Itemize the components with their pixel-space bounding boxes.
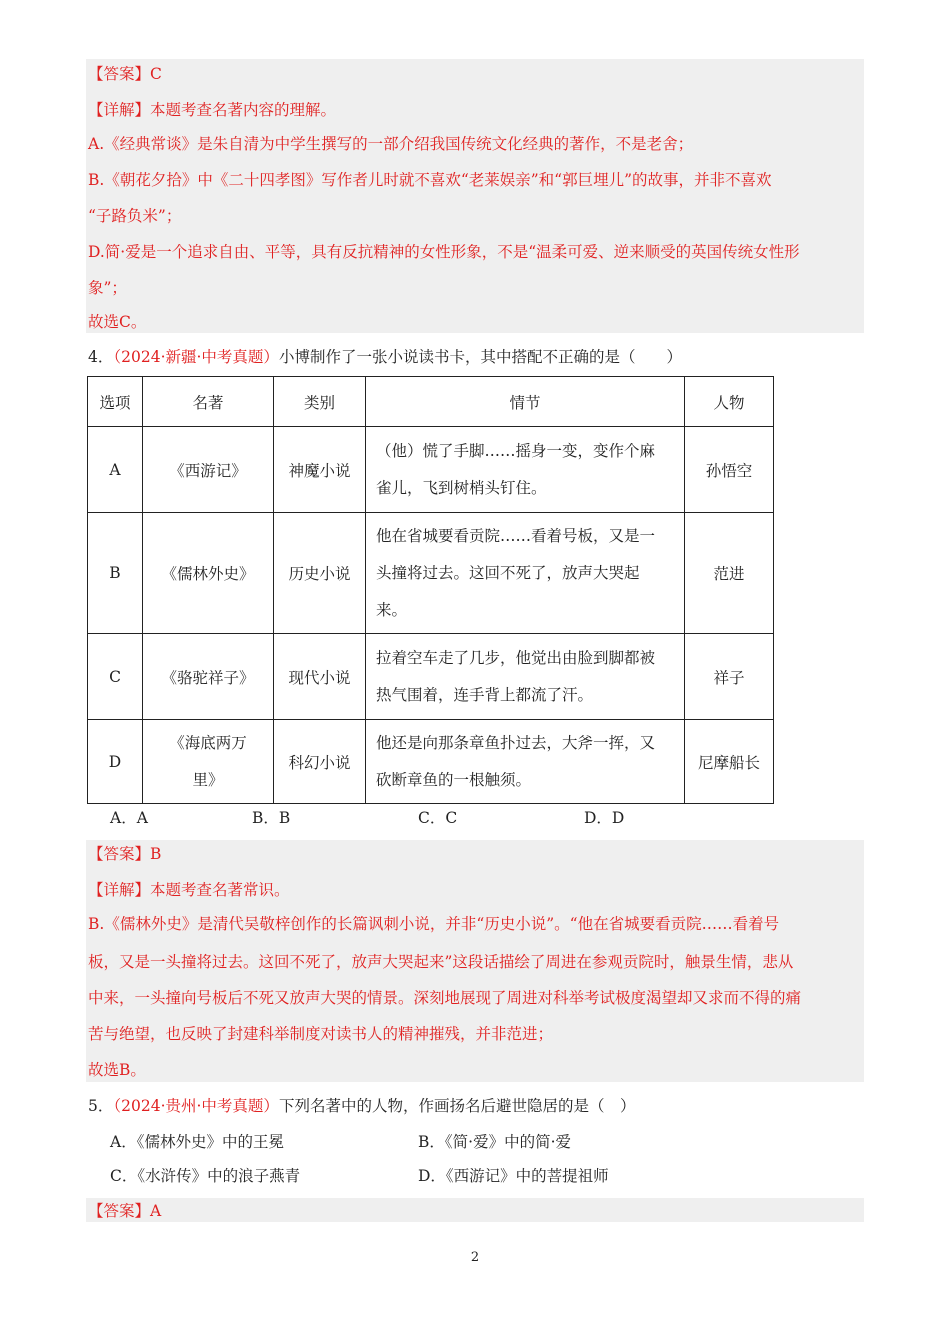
answer-1: 【答案】C	[88, 65, 162, 83]
answer-2: 【答案】B	[88, 845, 162, 863]
row-b-book: 《儒林外史》	[143, 513, 274, 634]
q4-option-a: A．A	[110, 809, 148, 827]
detail-2: 【详解】本题考查名著常识。	[88, 881, 290, 899]
header-type: 类别	[274, 377, 366, 427]
question-4	[88, 347, 682, 367]
header-option: 选项	[88, 377, 143, 427]
row-b-option: B	[88, 513, 143, 634]
row-c-person: 祥子	[685, 634, 774, 720]
q5-option-d: D．《西游记》中的菩提祖师	[418, 1167, 609, 1185]
explain-a: A.《经典常谈》是朱自清为中学生撰写的一部介绍我国传统文化经典的著作，不是老舍；	[88, 135, 694, 153]
row-b-type: 历史小说	[274, 513, 366, 634]
row-c-option: C	[88, 634, 143, 720]
q4-option-b: B．B	[252, 809, 291, 827]
row-c-book: 《骆驼祥子》	[143, 634, 274, 720]
table-row	[88, 634, 774, 720]
row-b-person: 范进	[685, 513, 774, 634]
table-row	[88, 427, 774, 513]
explain-2-line-2: 板，又是一头撞将过去。这回不死了，放声大哭起来”这段话描绘了周进在参观贡院时，触景生情，悲从	[88, 953, 794, 971]
row-d-person: 尼摩船长	[685, 720, 774, 804]
row-c-type: 现代小说	[274, 634, 366, 720]
explain-2-line-4: 苦与绝望，也反映了封建科举制度对读书人的精神摧残，并非范进；	[88, 1025, 554, 1043]
row-b-plot: 他在省城要看贡院……看着号板，又是一 头撞将过去。这回不死了，放声大哭起 来。	[366, 513, 685, 634]
q5-option-c: C．《水浒传》中的浪子燕青	[110, 1167, 301, 1185]
row-a-person: 孙悟空	[685, 427, 774, 513]
table-header-row	[88, 377, 774, 427]
q5-option-a: A．《儒林外史》中的王冕	[110, 1133, 284, 1151]
table-row	[88, 513, 774, 634]
question-5	[88, 1096, 635, 1116]
row-a-book: 《西游记》	[143, 427, 274, 513]
question-5-number: 5．	[88, 1097, 114, 1115]
reading-card-table	[87, 376, 774, 804]
row-d-type: 科幻小说	[274, 720, 366, 804]
q5-option-b: B．《简·爱》中的简·爱	[418, 1133, 571, 1151]
header-book: 名著	[143, 377, 274, 427]
answer-block-3	[86, 1198, 864, 1222]
header-person: 人物	[685, 377, 774, 427]
q4-option-c: C．C	[418, 809, 458, 827]
explain-b-2: “子路负米”；	[88, 207, 182, 225]
row-c-plot: 拉着空车走了几步，他觉出由脸到脚都被 热气围着，连手背上都流了汗。	[366, 634, 685, 720]
q4-option-d: D．D	[584, 809, 625, 827]
explain-b-1: B.《朝花夕拾》中《二十四孝图》写作者儿时就不喜欢“老莱娱亲”和“郭巨埋儿”的故事，并非不喜欢	[88, 171, 772, 189]
question-4-number: 4．	[88, 348, 114, 366]
explain-2-line-1: B.《儒林外史》是清代吴敬梓创作的长篇讽刺小说，并非“历史小说”。“他在省城要看贡院……看着号	[88, 915, 780, 933]
conclusion-1: 故选C。	[88, 313, 147, 331]
row-a-type: 神魔小说	[274, 427, 366, 513]
question-5-stem: 下列名著中的人物，作画扬名后避世隐居的是（ ）	[278, 1097, 636, 1115]
explain-d-1: D.简·爱是一个追求自由、平等，具有反抗精神的女性形象，不是“温柔可爱、逆来顺受的英国传统女性形	[88, 243, 800, 261]
question-5-source: （2024·贵州·中考真题）	[113, 1097, 279, 1115]
conclusion-2: 故选B。	[88, 1061, 146, 1079]
question-4-source: （2024·新疆·中考真题）	[113, 348, 279, 366]
question-4-stem: 小博制作了一张小说读书卡，其中搭配不正确的是（ ）	[278, 348, 682, 366]
page-number: 2	[470, 1250, 480, 1265]
row-a-option: A	[88, 427, 143, 513]
row-d-plot: 他还是向那条章鱼扑过去，大斧一挥，又 砍断章鱼的一根触须。	[366, 720, 685, 804]
row-a-plot: （他）慌了手脚……摇身一变，变作个麻 雀儿，飞到树梢头钉住。	[366, 427, 685, 513]
answer-3: 【答案】A	[88, 1202, 162, 1220]
explain-d-2: 象”；	[88, 279, 127, 297]
row-d-option: D	[88, 720, 143, 804]
explain-2-line-3: 中来，一头撞向号板后不死又放声大哭的情景。深刻地展现了周进对科举考试极度渴望却又求而不得的痛	[88, 989, 802, 1007]
header-plot: 情节	[366, 377, 685, 427]
table-row	[88, 720, 774, 804]
row-d-book: 《海底两万 里》	[143, 720, 274, 804]
detail-1: 【详解】本题考查名著内容的理解。	[88, 101, 337, 119]
